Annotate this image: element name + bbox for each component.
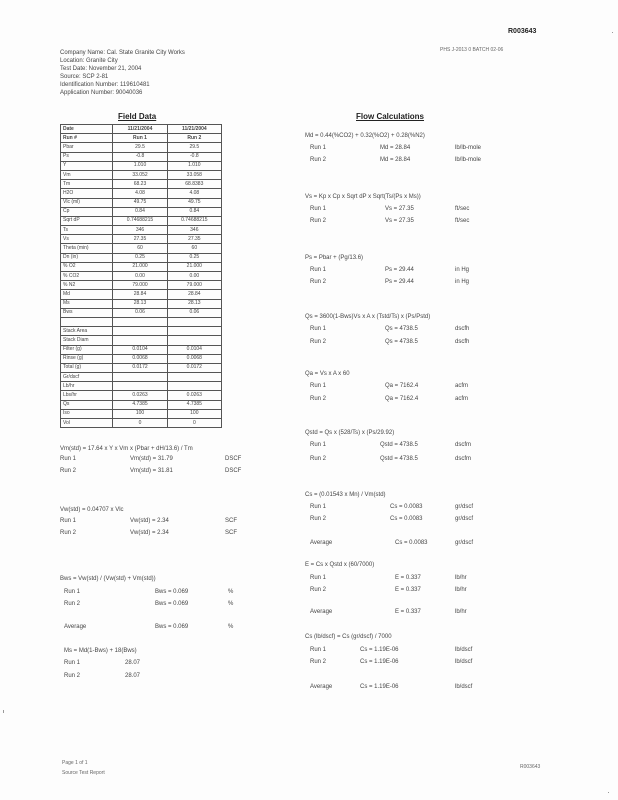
calc-row-value: Vw(std) = 2.34 — [130, 530, 169, 536]
flow-row-label: Average — [310, 609, 333, 615]
flow-row-unit: dscfm — [455, 442, 472, 448]
calc-row-value: Vw(std) = 2.34 — [130, 518, 169, 524]
scan-speck — [3, 710, 4, 713]
field-data-value — [167, 373, 221, 382]
calc-row-label: Run 1 — [64, 589, 81, 595]
field-data-value: 4.08 — [167, 189, 221, 198]
calc-row-label: Run 1 — [64, 660, 81, 666]
field-data-row — [61, 161, 222, 170]
field-data-label: Total (g) — [61, 363, 113, 372]
flow-row-value: Qs = 4738.5 — [385, 326, 418, 332]
field-data-value: 0.00 — [167, 272, 221, 281]
calc-formula: Ms = Md(1-Bws) + 18(Bws) — [64, 648, 137, 654]
field-data-label: Rinse (g) — [61, 354, 113, 363]
field-data-value — [113, 327, 167, 336]
field-data-label: Ts — [61, 226, 113, 235]
field-data-value: 1.010 — [167, 161, 221, 170]
field-data-row — [61, 363, 222, 372]
flow-row-unit: in Hg — [455, 279, 470, 285]
field-data-label: Ps — [61, 152, 113, 161]
field-data-row — [61, 345, 222, 354]
flow-row-value: E = 0.337 — [395, 587, 421, 593]
flow-row-label: Run 1 — [310, 383, 327, 389]
footer-page: Page 1 of 1 — [62, 760, 88, 766]
field-data-label: Lb/hr — [61, 382, 113, 391]
field-data-label: Run # — [61, 134, 113, 143]
calc-row-unit: % — [228, 589, 234, 595]
field-data-value: 49.75 — [113, 198, 167, 207]
flow-row-label: Run 1 — [310, 442, 327, 448]
field-data-value: 346 — [167, 226, 221, 235]
flow-row-unit: gr/dscf — [455, 516, 474, 522]
field-data-row — [61, 391, 222, 400]
calc-row-value: Bws = 0.069 — [155, 601, 189, 607]
field-data-value: 68.8383 — [167, 180, 221, 189]
flow-row-unit: dscfh — [455, 326, 470, 332]
calc-row-label: Average — [64, 624, 87, 630]
footer-report: Source Test Report — [62, 770, 105, 776]
flow-formula: Md = 0.44(%CO2) + 0.32(%O2) + 0.28(%N2) — [305, 133, 425, 139]
field-data-value: 27.35 — [167, 235, 221, 244]
field-data-label: Cp — [61, 207, 113, 216]
flow-row-label: Run 2 — [310, 456, 327, 462]
field-data-value: 0.06 — [113, 308, 167, 317]
field-data-row — [61, 152, 222, 161]
field-data-label: Filter (g) — [61, 345, 113, 354]
field-data-row — [61, 299, 222, 308]
flow-row-label: Run 2 — [310, 339, 327, 345]
flow-row-unit: dscfm — [455, 456, 472, 462]
flow-calculations-title: Flow Calculations — [356, 112, 425, 121]
calc-row-unit: SCF — [225, 518, 237, 524]
field-data-value: Run 1 — [113, 134, 167, 143]
flow-row-unit: acfm — [455, 383, 469, 389]
flow-formula: Ps = Pbar + (Pg/13.6) — [305, 255, 364, 261]
field-data-row — [61, 327, 222, 336]
flow-formula: Cs = (0.01543 x Mn) / Vm(std) — [305, 492, 386, 498]
flow-row-value: Vs = 27.35 — [385, 206, 414, 212]
field-data-label — [61, 317, 113, 326]
identification-number: Identification Number: 119610481 — [60, 82, 150, 88]
field-data-label: Sqrt dP — [61, 216, 113, 225]
flow-row-unit: lb/hr — [455, 575, 467, 581]
field-data-value: 0.0263 — [167, 391, 221, 400]
field-data-label: % CO2 — [61, 272, 113, 281]
flow-row-unit: lb/dscf — [455, 647, 473, 653]
flow-row-unit: lb/dscf — [455, 659, 473, 665]
field-data-value: 0.84 — [167, 207, 221, 216]
field-data-label: Tm — [61, 180, 113, 189]
flow-row-unit: ft/sec — [455, 206, 470, 212]
field-data-value: 33.058 — [167, 170, 221, 179]
field-data-value: 100 — [113, 409, 167, 418]
flow-row-unit: lb/hr — [455, 587, 467, 593]
field-data-value: 21.000 — [113, 262, 167, 271]
application-number: Application Number: 90040036 — [60, 90, 143, 96]
calc-row-value: Vm(std) = 31.79 — [130, 456, 173, 462]
field-data-value — [113, 373, 167, 382]
field-data-label: % O2 — [61, 262, 113, 271]
field-data-value: 0.0104 — [113, 345, 167, 354]
field-data-label: Vlc (ml) — [61, 198, 113, 207]
calc-row-label: Run 1 — [60, 456, 77, 462]
flow-row-unit: lb/hr — [455, 609, 467, 615]
flow-row-value: E = 0.337 — [395, 609, 421, 615]
flow-formula: Vs = Kp x Cp x Sqrt dP x Sqrt(Ts/(Ps x Ms)) — [305, 194, 421, 200]
field-data-value — [113, 317, 167, 326]
scan-speck — [612, 32, 613, 33]
field-data-row — [61, 373, 222, 382]
field-data-value: 0.74688215 — [167, 216, 221, 225]
field-data-row — [61, 400, 222, 409]
field-data-value: 60 — [167, 244, 221, 253]
field-data-value: 0.00 — [113, 272, 167, 281]
flow-row-value: Ps = 29.44 — [385, 267, 414, 273]
scan-speck — [608, 792, 609, 793]
field-data-label: Theta (min) — [61, 244, 113, 253]
field-data-value: Run 2 — [167, 134, 221, 143]
field-data-value: 11/21/2004 — [113, 125, 167, 134]
document-id: R003643 — [508, 28, 537, 35]
flow-row-value: Qstd = 4738.5 — [380, 456, 418, 462]
field-data-value — [113, 336, 167, 345]
flow-row-value: Qa = 7162.4 — [385, 383, 419, 389]
flow-row-value: Qs = 4738.5 — [385, 339, 418, 345]
field-data-value: 27.35 — [113, 235, 167, 244]
flow-row-label: Run 1 — [310, 145, 327, 151]
field-data-value: 28.84 — [113, 290, 167, 299]
flow-row-value: Md = 28.84 — [380, 145, 411, 151]
flow-row-unit: gr/dscf — [455, 504, 474, 510]
flow-row-label: Run 2 — [310, 659, 327, 665]
field-data-row — [61, 207, 222, 216]
field-data-label: Vm — [61, 170, 113, 179]
field-data-row — [61, 317, 222, 326]
field-data-label: Ms — [61, 299, 113, 308]
field-data-value: 79.000 — [167, 281, 221, 290]
field-data-row — [61, 180, 222, 189]
field-data-value: 0 — [167, 419, 221, 428]
flow-row-value: Cs = 0.0083 — [390, 516, 423, 522]
calc-row-value: Bws = 0.069 — [155, 624, 189, 630]
field-data-row — [61, 226, 222, 235]
field-data-row — [61, 253, 222, 262]
field-data-row — [61, 382, 222, 391]
calc-row-unit: DSCF — [225, 468, 242, 474]
field-data-row — [61, 143, 222, 152]
field-data-row — [61, 189, 222, 198]
field-data-label: Stack Diam — [61, 336, 113, 345]
field-data-label: Bws — [61, 308, 113, 317]
field-data-value: 49.75 — [167, 198, 221, 207]
field-data-value: 0.0172 — [113, 363, 167, 372]
field-data-value: 346 — [113, 226, 167, 235]
field-data-table — [60, 124, 222, 428]
field-data-value: 21.000 — [167, 262, 221, 271]
flow-row-value: E = 0.337 — [395, 575, 421, 581]
field-data-value: 0 — [113, 419, 167, 428]
field-data-row — [61, 336, 222, 345]
source: Source: SCP 2-81 — [60, 74, 109, 80]
flow-formula: Qstd = Qs x (528/Ts) x (Ps/29.92) — [305, 430, 395, 436]
calc-row-unit: % — [228, 601, 234, 607]
field-data-row — [61, 216, 222, 225]
field-data-value: 4.08 — [113, 189, 167, 198]
field-data-label: Vs — [61, 235, 113, 244]
field-data-row — [61, 198, 222, 207]
field-data-value: 0.0068 — [113, 354, 167, 363]
calc-row-unit: % — [228, 624, 234, 630]
calc-row-value: Vm(std) = 31.81 — [130, 468, 173, 474]
field-data-label: Md — [61, 290, 113, 299]
field-data-label: Dn (in) — [61, 253, 113, 262]
flow-row-label: Average — [310, 540, 333, 546]
field-data-value: 60 — [113, 244, 167, 253]
flow-row-unit: lb/dscf — [455, 684, 473, 690]
flow-row-label: Run 2 — [310, 218, 327, 224]
field-data-value: 0.06 — [167, 308, 221, 317]
calc-formula: Vw(std) = 0.04707 x Vlc — [60, 507, 124, 513]
field-data-label: Gr/dscf — [61, 373, 113, 382]
field-data-value: 33.052 — [113, 170, 167, 179]
field-data-value: 28.13 — [167, 299, 221, 308]
flow-row-label: Run 2 — [310, 157, 327, 163]
field-data-value: 11/21/2004 — [167, 125, 221, 134]
field-data-label: Iso — [61, 409, 113, 418]
field-data-label: Date — [61, 125, 113, 134]
field-data-label: Y — [61, 161, 113, 170]
flow-row-label: Run 1 — [310, 647, 327, 653]
field-data-value: 29.5 — [113, 143, 167, 152]
flow-row-label: Run 2 — [310, 587, 327, 593]
flow-row-unit: lb/lb-mole — [455, 145, 482, 151]
field-data-row — [61, 134, 222, 143]
field-data-row — [61, 281, 222, 290]
field-data-value: 29.5 — [167, 143, 221, 152]
flow-row-label: Run 1 — [310, 504, 327, 510]
field-data-row — [61, 170, 222, 179]
field-data-row — [61, 235, 222, 244]
calc-row-label: Run 2 — [60, 468, 77, 474]
flow-row-unit: gr/dscf — [455, 540, 474, 546]
location: Location: Granite City — [60, 58, 118, 64]
calc-row-unit: SCF — [225, 530, 237, 536]
field-data-label: Stack Area — [61, 327, 113, 336]
calc-row-value: 28.07 — [125, 660, 141, 666]
field-data-value: 1.010 — [113, 161, 167, 170]
field-data-label: H2O — [61, 189, 113, 198]
calc-row-unit: DSCF — [225, 456, 242, 462]
field-data-value: 0.25 — [113, 253, 167, 262]
flow-row-value: Vs = 27.35 — [385, 218, 414, 224]
field-data-value: 28.13 — [113, 299, 167, 308]
flow-row-label: Run 1 — [310, 575, 327, 581]
field-data-label: Qs — [61, 400, 113, 409]
field-data-value: 100 — [167, 409, 221, 418]
field-data-value: 0.74688215 — [113, 216, 167, 225]
field-data-row — [61, 244, 222, 253]
field-data-value: 4.7385 — [167, 400, 221, 409]
field-data-row — [61, 354, 222, 363]
field-data-value: 0.0068 — [167, 354, 221, 363]
field-data-value — [167, 317, 221, 326]
calc-formula: Vm(std) = 17.64 x Y x Vm x (Pbar + dH/13.6) / Tm — [60, 446, 193, 452]
calc-row-value: Bws = 0.069 — [155, 589, 189, 595]
field-data-label: Vol — [61, 419, 113, 428]
flow-row-value: Cs = 1.19E-06 — [360, 659, 399, 665]
flow-row-unit: ft/sec — [455, 218, 470, 224]
flow-row-label: Average — [310, 684, 333, 690]
field-data-value — [167, 336, 221, 345]
field-data-label: % N2 — [61, 281, 113, 290]
test-date: Test Date: November 21, 2004 — [60, 66, 142, 72]
company-name: Company Name: Cal. State Granite City Works — [60, 50, 185, 56]
flow-row-value: Qa = 7162.4 — [385, 396, 419, 402]
flow-formula: Qa = Vs x A x 60 — [305, 371, 350, 377]
field-data-value: 4.7385 — [113, 400, 167, 409]
field-data-value: 0.0104 — [167, 345, 221, 354]
flow-row-unit: lb/lb-mole — [455, 157, 482, 163]
field-data-value: 0.84 — [113, 207, 167, 216]
flow-row-unit: in Hg — [455, 267, 470, 273]
flow-row-label: Run 1 — [310, 326, 327, 332]
field-data-row — [61, 125, 222, 134]
calc-row-value: 28.07 — [125, 673, 141, 679]
field-data-value: 28.84 — [167, 290, 221, 299]
flow-row-value: Cs = 0.0083 — [390, 504, 423, 510]
flow-formula: Cs (lb/dscf) = Cs (gr/dscf) / 7000 — [305, 634, 392, 640]
field-data-value: -0.8 — [113, 152, 167, 161]
flow-row-label: Run 1 — [310, 206, 327, 212]
field-data-value — [113, 382, 167, 391]
field-data-row — [61, 262, 222, 271]
field-data-value: 68.23 — [113, 180, 167, 189]
field-data-row — [61, 290, 222, 299]
flow-row-label: Run 1 — [310, 267, 327, 273]
flow-row-label: Run 2 — [310, 396, 327, 402]
field-data-value — [167, 327, 221, 336]
field-data-row — [61, 409, 222, 418]
flow-row-label: Run 2 — [310, 279, 327, 285]
flow-formula: E = Cs x Qstd x (60/7000) — [305, 562, 375, 568]
flow-row-unit: acfm — [455, 396, 469, 402]
field-data-title: Field Data — [118, 112, 157, 121]
calc-row-label: Run 2 — [60, 530, 77, 536]
flow-row-value: Ps = 29.44 — [385, 279, 414, 285]
calc-row-label: Run 1 — [60, 518, 77, 524]
flow-row-value: Qstd = 4738.5 — [380, 442, 418, 448]
field-data-value: 0.0263 — [113, 391, 167, 400]
field-data-row — [61, 308, 222, 317]
batch-stamp: PHS J-2013 0 BATCH 02-06 — [440, 47, 504, 53]
field-data-value: 79.000 — [113, 281, 167, 290]
footer-right: R003643 — [520, 764, 541, 770]
calc-formula: Bws = Vw(std) / (Vw(std) + Vm(std)) — [60, 576, 156, 582]
flow-row-value: Cs = 0.0083 — [395, 540, 428, 546]
flow-formula: Qs = 3600(1-Bws)Vs x A x (Tstd/Ts) x (Ps/Pstd) — [305, 314, 431, 320]
flow-row-unit: dscfh — [455, 339, 470, 345]
field-data-value: 0.25 — [167, 253, 221, 262]
field-data-row — [61, 419, 222, 428]
field-data-value — [167, 382, 221, 391]
calc-row-label: Run 2 — [64, 601, 81, 607]
flow-row-label: Run 2 — [310, 516, 327, 522]
field-data-row — [61, 272, 222, 281]
field-data-label: Lbs/hr — [61, 391, 113, 400]
calc-row-label: Run 2 — [64, 673, 81, 679]
flow-row-value: Cs = 1.19E-06 — [360, 647, 399, 653]
field-data-value: 0.0172 — [167, 363, 221, 372]
field-data-value: -0.8 — [167, 152, 221, 161]
field-data-label: Pbar — [61, 143, 113, 152]
flow-row-value: Cs = 1.19E-06 — [360, 684, 399, 690]
flow-row-value: Md = 28.84 — [380, 157, 411, 163]
